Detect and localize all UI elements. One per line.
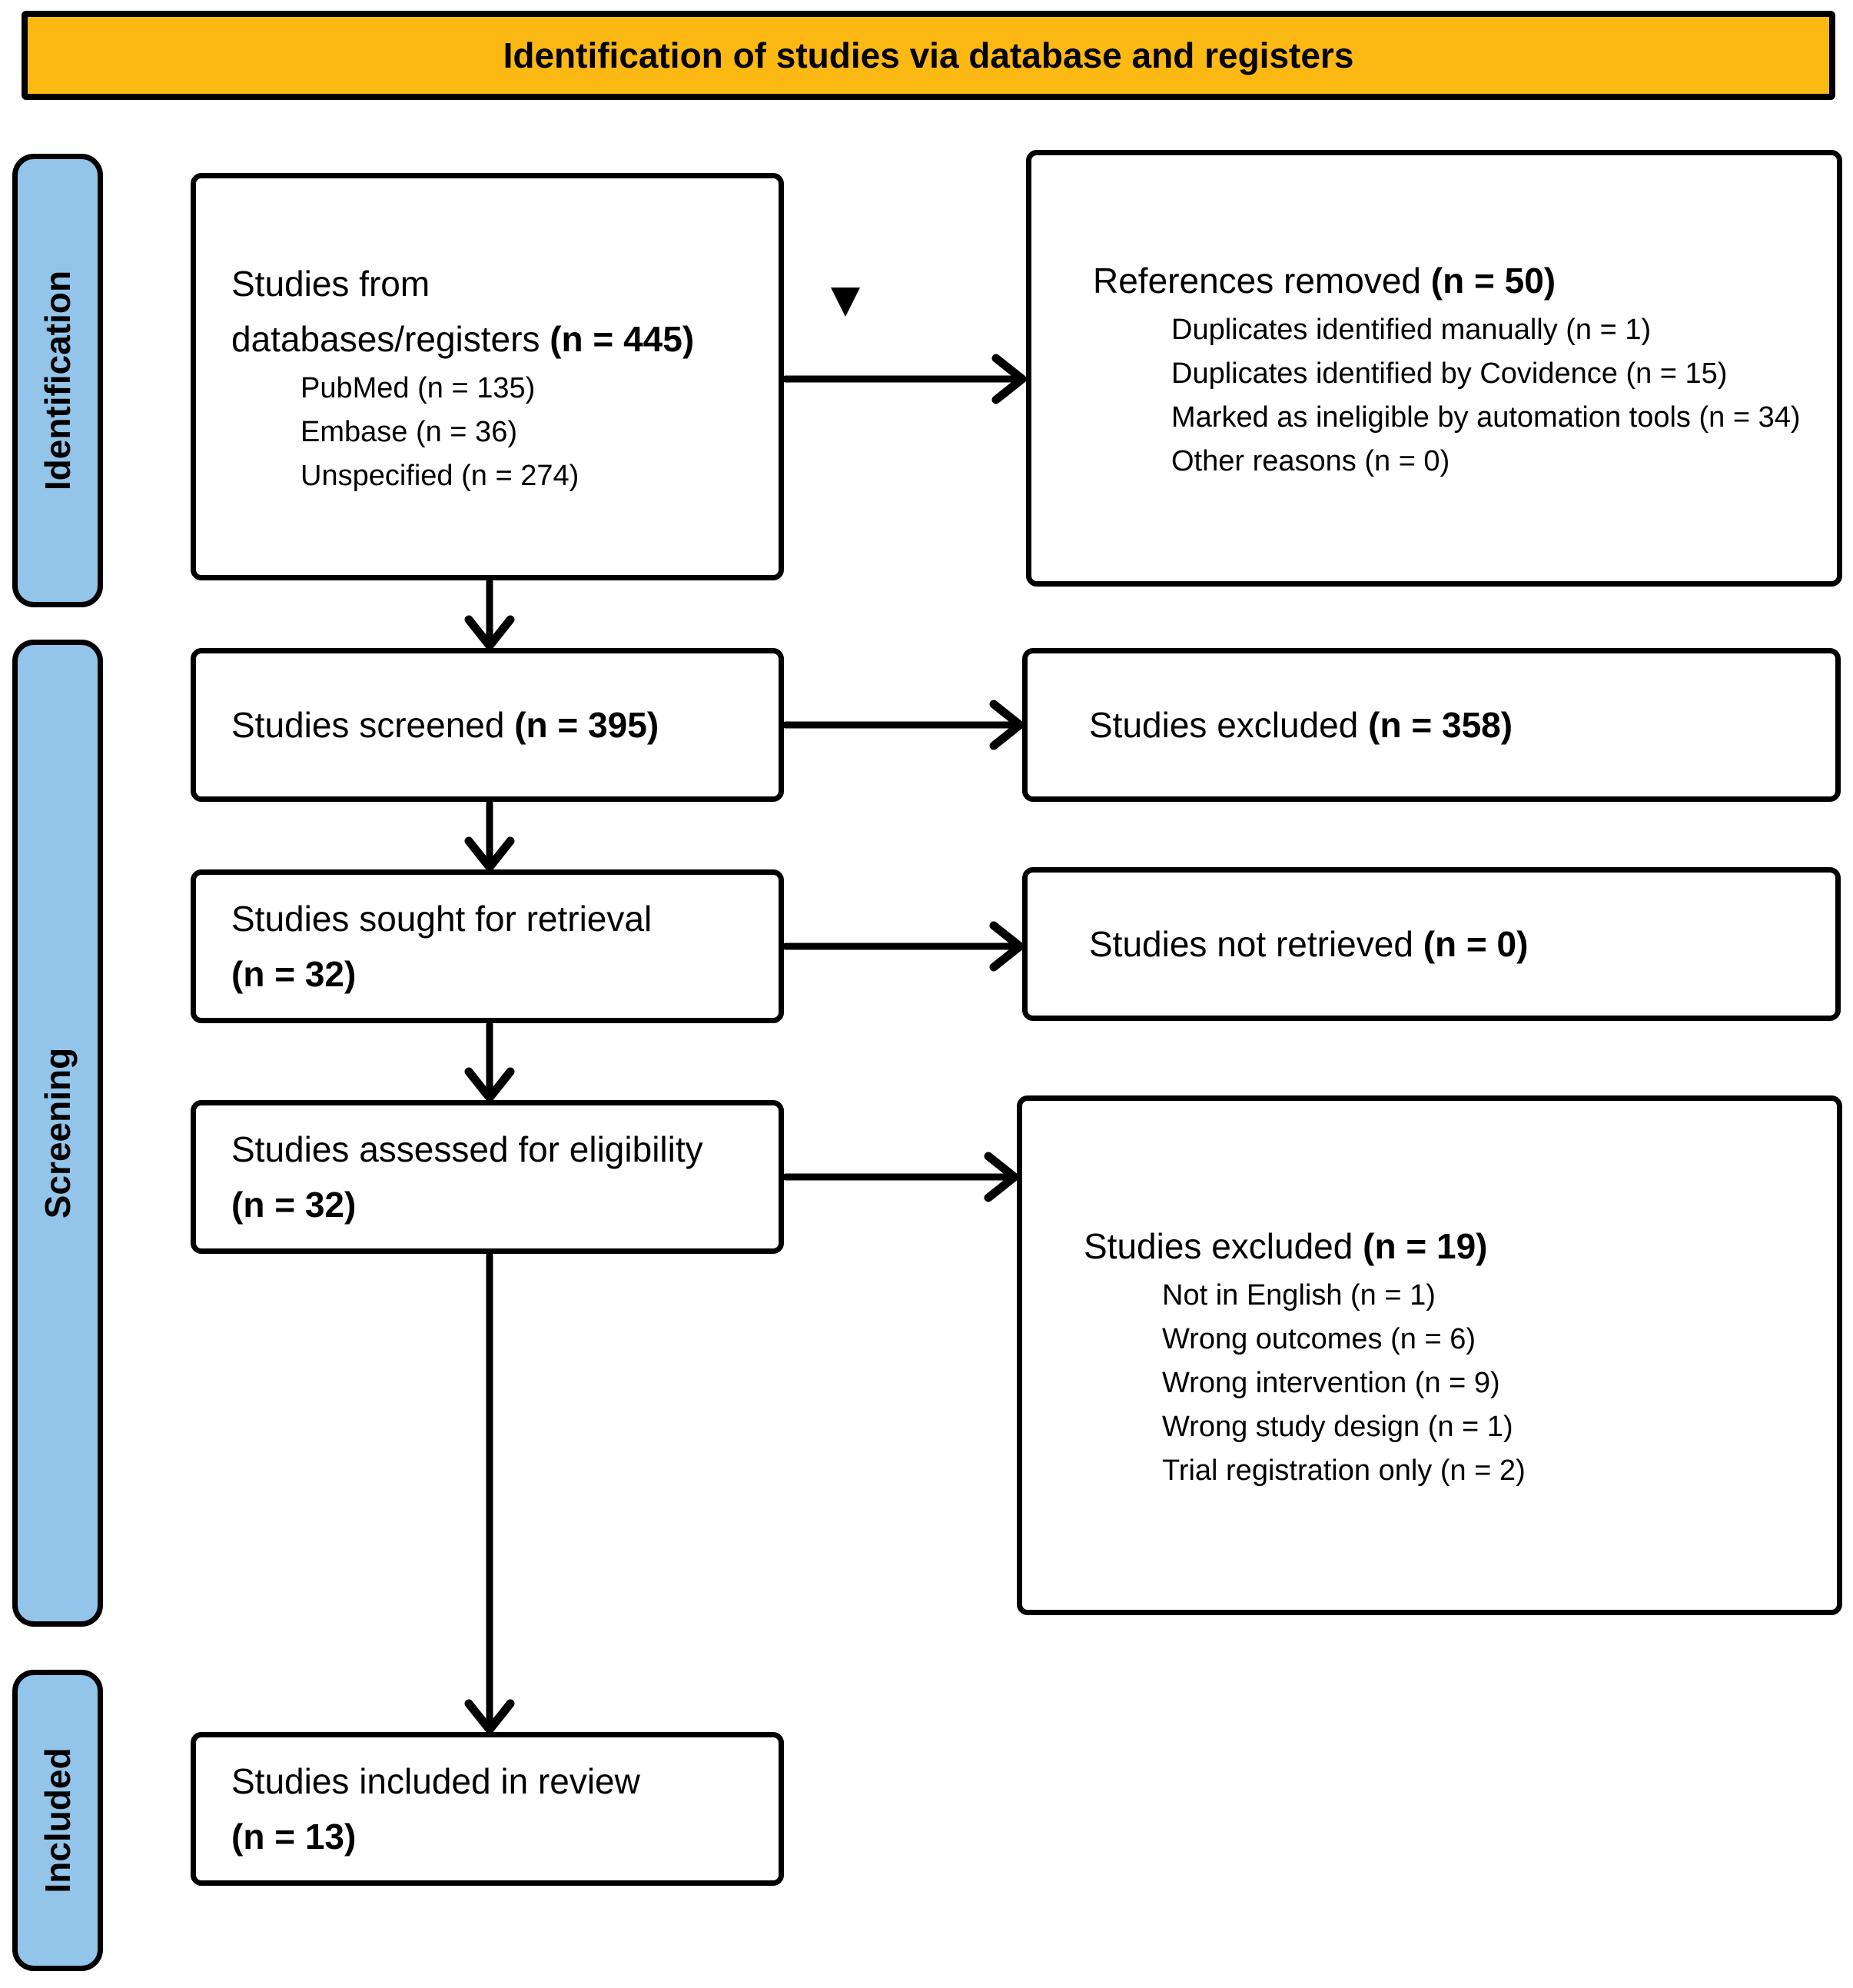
stage-label-identification: Identification xyxy=(38,270,78,491)
box-studies-included-review xyxy=(191,1732,784,1886)
arrow-sought-to-assessed xyxy=(469,1025,510,1098)
arrow-screened-to-excluded xyxy=(785,704,1020,746)
title-text: Studies excluded xyxy=(1084,1225,1353,1266)
box-title-line xyxy=(231,1809,759,1864)
title-text: References removed xyxy=(1093,261,1421,301)
sub-item-not-english: Not in English (n = 1) xyxy=(1162,1278,1436,1311)
box-title-line xyxy=(231,1177,759,1232)
box-studies-not-retrieved xyxy=(1022,867,1841,1021)
title-text: databases/registers xyxy=(231,318,540,359)
sub-item-wrong-intervention: Wrong intervention (n = 9) xyxy=(1162,1366,1500,1399)
box-title-line xyxy=(1084,1218,1817,1274)
box-studies-assessed-eligibility xyxy=(191,1100,784,1254)
arrow-screened-to-sought xyxy=(469,803,510,867)
diagram-title: Identification of studies via database and registers xyxy=(503,35,1354,75)
arrow-databases-to-screened xyxy=(469,582,510,646)
sub-item-wrong-outcomes: Wrong outcomes (n = 6) xyxy=(1162,1322,1476,1355)
box-studies-excluded-screening xyxy=(1022,648,1841,802)
sub-item-duplicates-manual: Duplicates identified manually (n = 1) xyxy=(1171,314,1652,346)
stage-label-included: Included xyxy=(38,1747,78,1893)
title-text: Studies from xyxy=(231,263,430,304)
stage-bar-identification xyxy=(12,154,103,607)
title-count: (n = 50) xyxy=(1430,261,1556,301)
arrow-assessed-to-included xyxy=(469,1255,510,1730)
sub-item-other-reasons: Other reasons (n = 0) xyxy=(1171,445,1450,477)
box-title-line xyxy=(231,1754,759,1809)
box-studies-sought-retrieval xyxy=(191,869,784,1023)
box-studies-screened xyxy=(191,648,784,802)
box-title-line xyxy=(231,311,759,367)
sub-item-embase: Embase (n = 36) xyxy=(301,415,517,448)
title-text: Studies excluded xyxy=(1089,705,1359,745)
box-title-line xyxy=(231,697,759,753)
title-text: Studies assessed for eligibility xyxy=(231,1129,703,1169)
title-count: (n = 19) xyxy=(1363,1225,1488,1266)
title-count: (n = 13) xyxy=(231,1817,357,1857)
sub-item-automation-ineligible: Marked as ineligible by automation tools (n = 34) xyxy=(1171,401,1801,434)
title-text: Studies sought for retrieval xyxy=(231,899,653,939)
title-count: (n = 32) xyxy=(231,1185,357,1225)
title-count: (n = 32) xyxy=(231,954,357,994)
sub-item-pubmed: PubMed (n = 135) xyxy=(301,371,536,404)
stage-bar-included xyxy=(12,1670,103,1971)
arrow-sought-to-not-retrieved xyxy=(785,926,1020,967)
box-references-removed xyxy=(1026,150,1842,587)
sub-item-unspecified: Unspecified (n = 274) xyxy=(301,459,579,492)
down-triangle-marker xyxy=(831,288,860,317)
stage-bar-screening xyxy=(12,640,103,1627)
box-title-line xyxy=(231,891,759,946)
title-text: Studies screened xyxy=(231,705,505,745)
title-text: Studies not retrieved xyxy=(1089,924,1413,964)
title-count: (n = 395) xyxy=(514,705,659,745)
title-count: (n = 445) xyxy=(550,318,695,359)
box-title-line xyxy=(231,946,759,1002)
box-title-line xyxy=(1089,916,1815,972)
box-title-line xyxy=(231,256,759,311)
sub-item-trial-registration-only: Trial registration only (n = 2) xyxy=(1162,1454,1526,1487)
sub-item-duplicates-covidence: Duplicates identified by Covidence (n = 15) xyxy=(1171,357,1728,390)
title-count: (n = 0) xyxy=(1423,924,1529,964)
title-count: (n = 358) xyxy=(1368,705,1513,745)
box-studies-from-databases xyxy=(191,173,784,580)
arrow-assessed-to-excluded xyxy=(785,1156,1015,1198)
sub-item-wrong-study-design: Wrong study design (n = 1) xyxy=(1162,1410,1513,1443)
diagram-title-banner xyxy=(22,11,1835,100)
stage-label-screening: Screening xyxy=(38,1047,78,1219)
title-text: Studies included in review xyxy=(231,1761,640,1801)
box-title-line xyxy=(1089,697,1815,753)
box-studies-excluded-eligibility xyxy=(1017,1095,1842,1615)
box-title-line xyxy=(1093,253,1817,308)
box-title-line xyxy=(231,1122,759,1177)
arrow-databases-to-removed xyxy=(785,358,1022,400)
